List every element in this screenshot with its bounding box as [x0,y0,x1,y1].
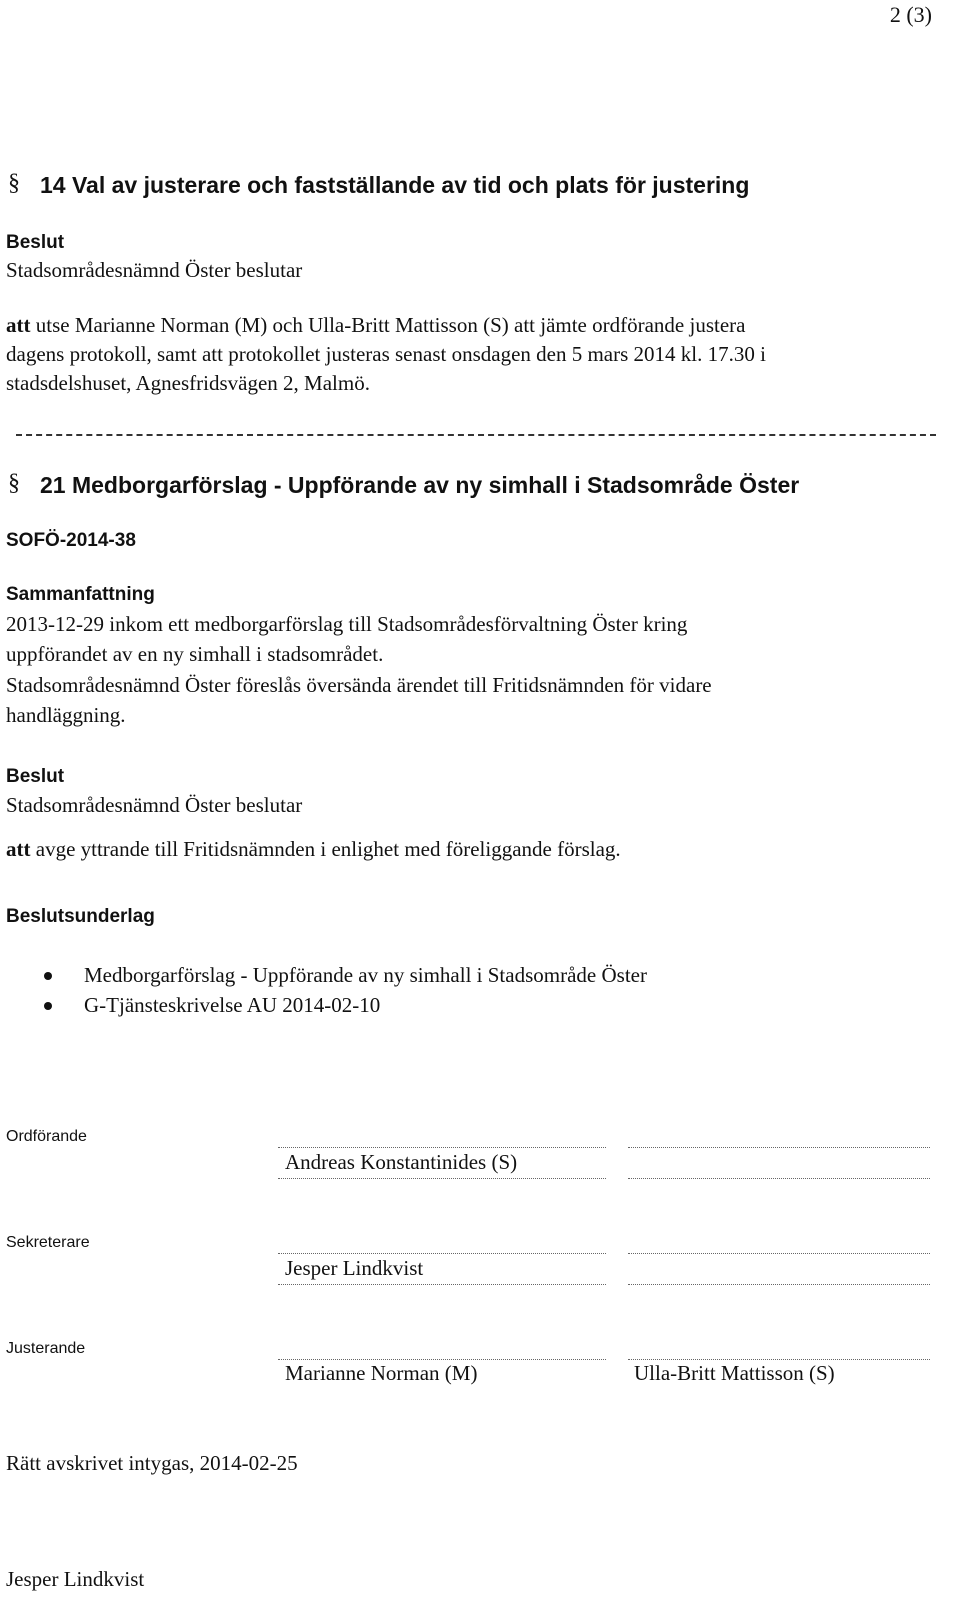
page-number: 2 (3) [889,2,932,27]
att-text-line: utse Marianne Norman (M) och Ulla-Britt Mattisson (S) att jämte ordförande justera [30,313,746,337]
beslut-intro: Stadsområdesnämnd Öster beslutar [6,258,303,282]
summary-line: 2013-12-29 inkom ett medborgarförslag till Stadsområdesförvaltning Öster kring [6,612,688,636]
section-14-title: 14 Val av justerare och fastställande av tid och plats för justering [40,172,750,198]
ordforande-label: Ordförande [6,1128,87,1145]
justerande-label: Justerande [6,1340,86,1357]
section-21-title: 21 Medborgarförslag - Uppförande av ny simhall i Stadsområde Öster [40,472,800,498]
att-paragraph [6,311,745,340]
underlag-heading: Beslutsunderlag [6,906,155,927]
underlag-item: Medborgarförslag - Uppförande av ny simhall i Stadsområde Öster [84,963,647,987]
signature-line [628,1147,930,1148]
underlag-item: G-Tjänsteskrivelse AU 2014-02-10 [84,993,381,1017]
att-keyword: att [6,313,31,337]
justerande-name-2: Ulla-Britt Mattisson (S) [634,1361,835,1385]
signature-line [628,1359,930,1360]
sekreterare-label: Sekreterare [6,1234,90,1251]
signature-line [278,1178,606,1179]
signature-line [628,1253,930,1254]
signature-line [278,1284,606,1285]
section-divider [16,434,936,436]
summary-heading: Sammanfattning [6,584,155,605]
section-sign-icon: § [8,470,20,496]
justerande-name-1: Marianne Norman (M) [285,1361,478,1385]
beslut-heading: Beslut [6,766,65,787]
beslut-heading: Beslut [6,232,65,253]
summary-line: Stadsområdesnämnd Öster föreslås översända ärendet till Fritidsnämnden för vidare [6,673,712,697]
signer-name: Jesper Lindkvist [6,1567,145,1591]
signature-line [628,1178,930,1179]
bullet-icon [44,972,52,980]
att-text-line: dagens protokoll, samt att protokollet justeras senast onsdagen den 5 mars 2014 kl. 17.30 i [6,342,766,366]
att-text-line: stadsdelshuset, Agnesfridsvägen 2, Malmö. [6,371,370,395]
summary-line: uppförandet av en ny simhall i stadsområdet. [6,642,384,666]
att-keyword: att [6,837,31,861]
case-number: SOFÖ-2014-38 [6,530,136,551]
att-paragraph [6,835,621,864]
signature-line [628,1284,930,1285]
beslut-intro: Stadsområdesnämnd Öster beslutar [6,793,303,817]
sekreterare-name: Jesper Lindkvist [285,1256,424,1280]
signature-line [278,1359,606,1360]
signature-line [278,1253,606,1254]
att-text: avge yttrande till Fritidsnämnden i enlighet med föreliggande förslag. [30,837,621,861]
section-sign-icon: § [8,170,20,196]
bullet-icon [44,1002,52,1010]
signature-line [278,1147,606,1148]
attest-text: Rätt avskrivet intygas, 2014-02-25 [6,1451,298,1475]
summary-line: handläggning. [6,703,126,727]
ordforande-name: Andreas Konstantinides (S) [285,1150,518,1174]
